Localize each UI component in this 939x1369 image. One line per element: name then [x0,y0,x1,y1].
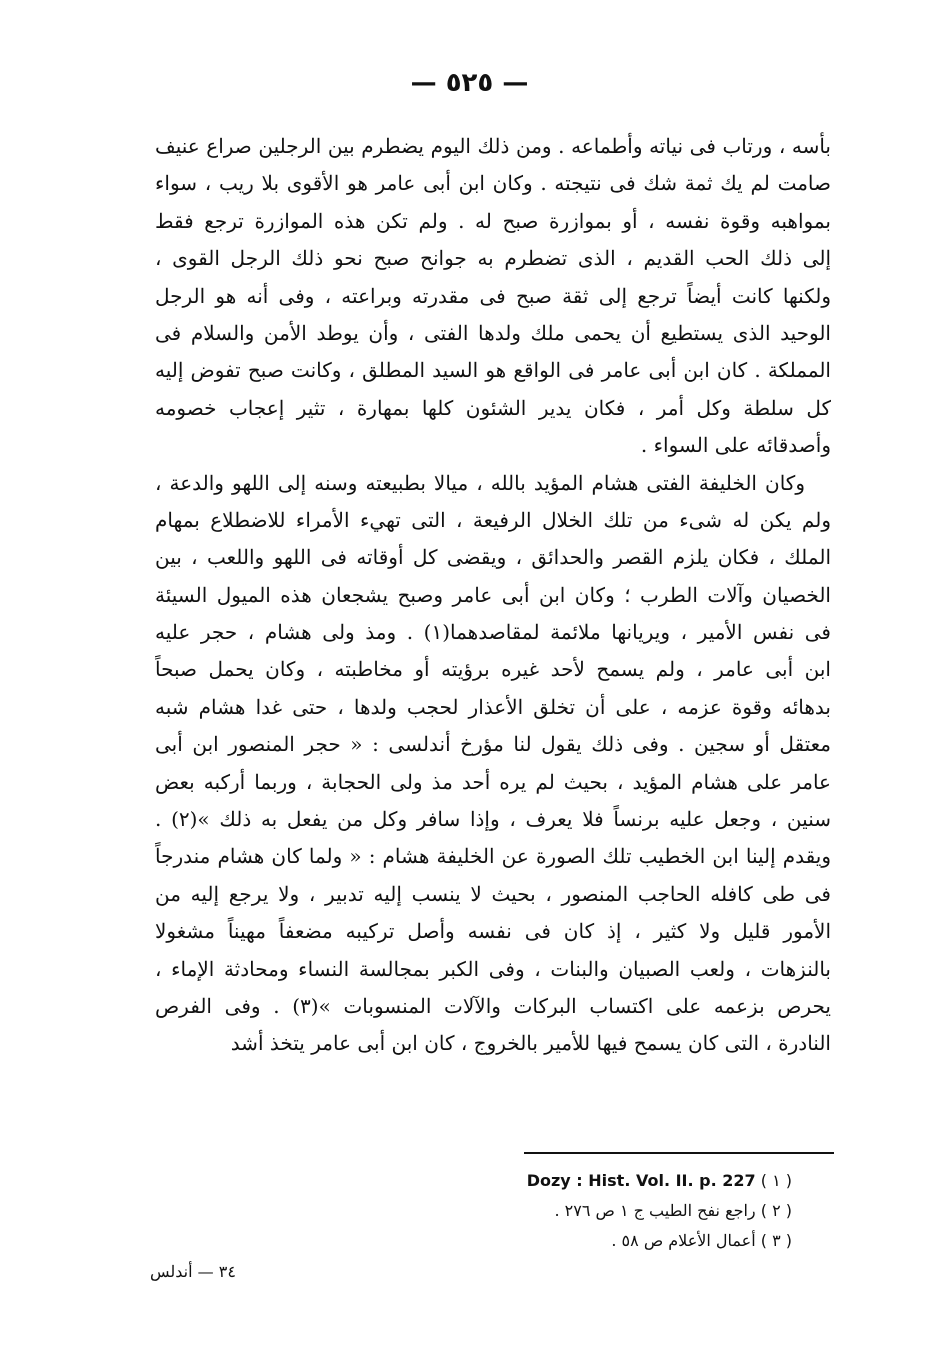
text-line: فى طى كافله الحاجب المنصور ، بحيث لا ينسب إليه تدبير ، ولا يرجع إليه من [155,881,831,906]
footnote-text: أعمال الأعلام ص ٥٨ . [611,1231,756,1250]
body-text [155,128,831,1063]
text-line: الأمور قليل ولا كثير ، إذ كان فى نفسه وأصل تركيبه مضعفاً مهيناً مشغولا [155,919,831,944]
footnotes [480,1166,792,1256]
signature-mark: ٣٤ — أندلس [150,1262,236,1281]
footnote-number: ( ١ ) [760,1171,792,1190]
text-line: معتقل أو سجين . وفى ذلك يقول لنا مؤرخ أندلسى : « حجر المنصور ابن أبى [155,732,831,757]
text-line: ولكنها كانت أيضاً ترجع إلى ثقة صبح فى مقدرته وبراعته ، وفى أنه هو الرجل [155,283,831,308]
text-line: بالنزهات ، ولعب الصبيان والبنات ، وفى الكبر بمجالسة النساء ومحادثة الإماء ، [155,956,831,981]
text-line: بدهائه وقوة عزمه ، على أن تخلق الأعذار لحجب ولدها ، حتى غدا هشام شبه [155,694,831,719]
page-number: — ٥٢٥ — [410,68,529,98]
footnote [480,1196,792,1226]
text-line: ويقدم إلينا ابن الخطيب تلك الصورة عن الخليفة هشام : « ولما كان هشام مندرجاً [155,844,831,869]
footnote-divider [524,1152,834,1154]
text-line: بمواهبه وقوة نفسه ، أو بموازرة صبح له . ولم تكن هذه الموازرة ترجع فقط [155,208,831,233]
footnote-number: ( ٣ ) [760,1231,792,1250]
text-line: وكان الخليفة الفتى هشام المؤيد بالله ، ميالا بطبيعته وسنه إلى اللهو والدعة ، [155,470,805,495]
footnote-text: راجع نفح الطيب ج ١ ص ٢٧٦ . [554,1201,756,1220]
footnote-number: ( ٢ ) [760,1201,792,1220]
text-line: كل سلطة وكل أمر ، فكان يدير الشئون كلها بمهارة ، تثير إعجاب خصومه [155,395,831,420]
text-line: فى نفس الأمير ، ويريانها ملائمة لمقاصدهما(١) . ومذ ولى هشام ، حجر عليه [155,620,831,645]
text-line: الوحيد الذى يستطيع أن يحمى ملك ولدها الفتى ، وأن يوطد الأمن والسلام فى [155,320,831,345]
footnote [480,1226,792,1256]
text-line: يحرص بزعمه على اكتساب البركات والآلات المنسوبات »(٣) . وفى الفرص [155,993,831,1018]
text-line: النادرة ، التى كان يسمح فيها للأمير بالخروج ، كان ابن أبى عامر يتخذ أشد [230,1031,831,1056]
text-line: إلى ذلك الحب القديم ، الذى تضطرم به جوانح صبح نحو ذلك الرجل القوى ، [155,246,831,271]
text-line: صامت لم يك ثمة شك فى نتيجته . وكان ابن أبى عامر هو الأقوى بلا ريب ، سواء [155,171,831,196]
text-line: ابن أبى عامر ، ولم يسمح لأحد غيره برؤيته أو مخاطبته ، وكان يحمل صبحاً [155,657,831,682]
footnote [480,1166,792,1196]
text-line: الملك ، فكان يلزم القصر والحدائق ، ويقضى كل أوقاته فى اللهو واللعب ، بين [155,545,831,570]
text-line: سنين ، وجعل عليه برنساً فلا يعرف ، وإذا سافر وكل من يفعل به ذلك »(٢) . [155,807,831,832]
text-line: الخصيان وآلات الطرب ؛ وكان ابن أبى عامر وصبح يشجعان هذه الميول السيئة [155,582,831,607]
text-line: وأصدقائه على السواء . [640,433,831,458]
text-line: عامر على هشام المؤيد ، بحيث لم يره أحد مذ ولى الحجابة ، وربما أركبه بعض [155,769,831,794]
footnote-text: Dozy : Hist. Vol. II. p. 227 [526,1171,756,1190]
text-line: ولم يكن له شىء من تلك الخلال الرفيعة ، التى تهيء الأمراء للاضطلاع بمهام [155,507,831,532]
text-line: بأسه ، ورتاب فى نياته وأطماعه . ومن ذلك اليوم يضطرم بين الرجلين صراع عنيف [155,134,831,158]
text-line: المملكة . كان ابن أبى عامر فى الواقع هو السيد المطلق ، وكانت صبح تفوض إليه [155,358,831,383]
